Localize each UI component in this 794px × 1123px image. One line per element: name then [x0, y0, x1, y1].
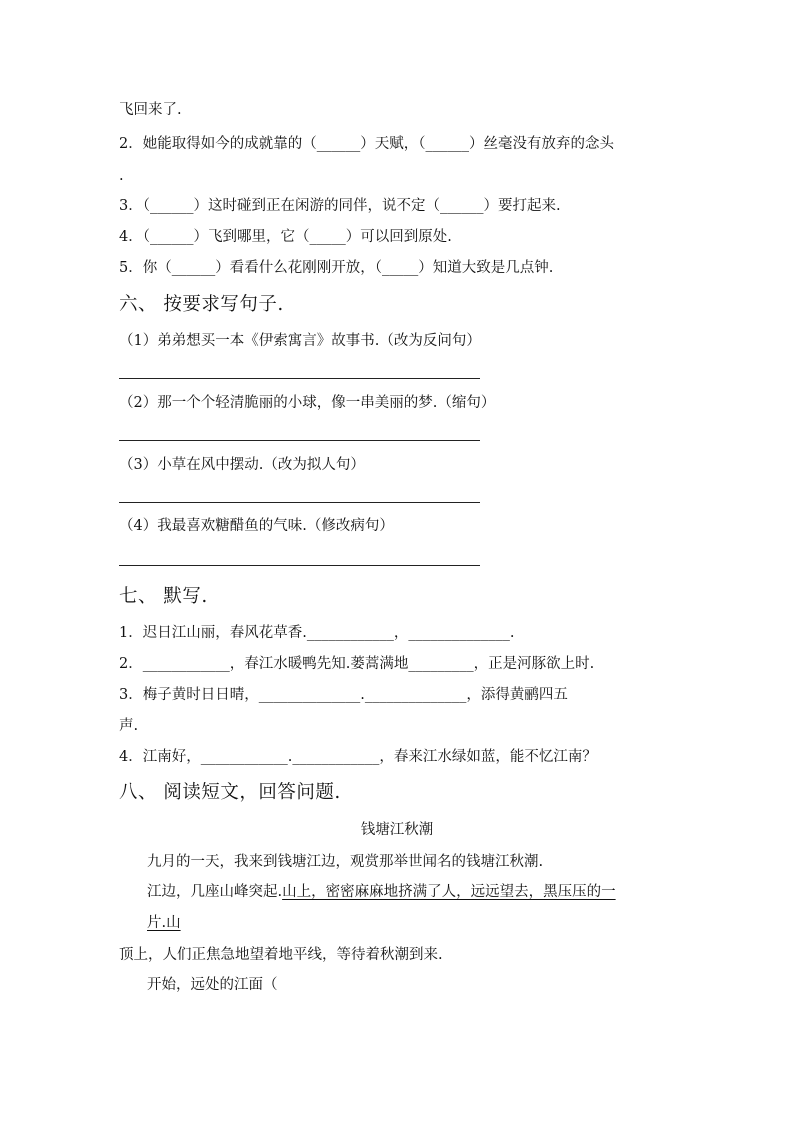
passage-paragraph-1: 九月的一天，我来到钱塘江边，观赏那举世闻名的钱塘江秋潮.: [147, 854, 544, 870]
rewrite-question-2: （2）那一个个轻清脆丽的小球，像一串美丽的梦.（缩句）: [119, 395, 496, 411]
answer-line-3: [119, 502, 480, 503]
dictation-question-4: 4．江南好，____________.____________，春来江水绿如蓝，能不忆江南？: [119, 749, 597, 765]
passage-text: 江边，几座山峰突起.: [147, 884, 283, 900]
dictation-question-3-end: 声.: [119, 718, 139, 734]
fill-blank-question-5: 5．你（______）看看什么花刚刚开放，（_____）知道大致是几点钟.: [119, 260, 554, 276]
rewrite-question-4: （4）我最喜欢糖醋鱼的气味.（修改病句）: [119, 518, 394, 534]
passage-paragraph-3: 开始，远处的江面（: [147, 977, 278, 993]
passage-paragraph-2: [147, 882, 616, 902]
fill-blank-tail: 飞回来了.: [119, 102, 182, 118]
passage-title: 钱塘江秋潮: [360, 822, 434, 838]
rewrite-question-1: （1）弟弟想买一本《伊索寓言》故事书.（改为反问句）: [119, 333, 481, 349]
fill-blank-question-2-end: .: [119, 168, 124, 184]
fill-blank-question-4: 4．（______）飞到哪里，它（_____）可以回到原处.: [119, 229, 452, 245]
dictation-question-1: 1．迟日江山丽，春风花草香.____________，______________.: [119, 625, 515, 641]
answer-line-4: [119, 565, 480, 566]
section-8-heading: 八、 阅读短文，回答问题.: [119, 782, 341, 803]
section-7-heading: 七、 默写.: [119, 586, 208, 607]
underlined-sentence: 山上，密密麻麻地挤满了人，远远望去，黑压压的一: [282, 884, 616, 900]
answer-line-2: [119, 440, 480, 441]
section-6-heading: 六、 按要求写句子.: [119, 294, 284, 315]
fill-blank-question-2: 2．她能取得如今的成就靠的（______）天赋，（______）丝毫没有放弃的念头: [119, 136, 614, 152]
dictation-question-2: 2．____________，春江水暖鸭先知.蒌蒿满地_________，正是河豚欲上时.: [119, 656, 595, 672]
passage-paragraph-2-tail: 顶上，人们正焦急地望着地平线，等待着秋潮到来.: [119, 947, 443, 963]
dictation-question-3: 3．梅子黄时日日晴，______________.______________，添得黄鹂四五: [119, 687, 568, 703]
answer-line-1: [119, 378, 480, 379]
passage-paragraph-2-wrap: [147, 913, 181, 933]
fill-blank-question-3: 3．（______）这时碰到正在闲游的同伴，说不定（______）要打起来.: [119, 198, 561, 214]
rewrite-question-3: （3）小草在风中摆动.（改为拟人句）: [119, 457, 365, 473]
underlined-sentence-end: 片.山: [147, 915, 181, 931]
